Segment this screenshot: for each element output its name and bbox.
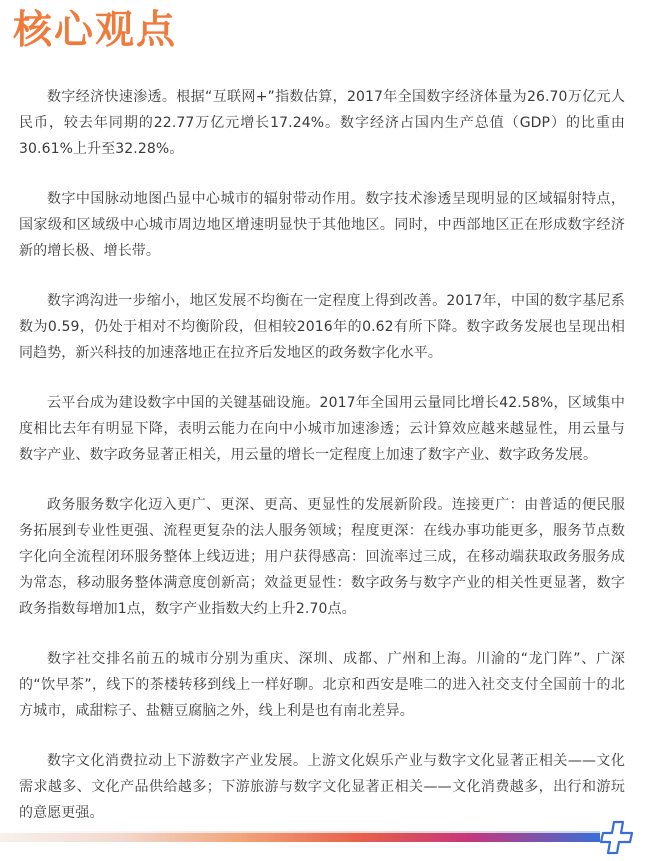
paragraph-digital-social: 数字社交排名前五的城市分别为重庆、深圳、成都、广州和上海。川渝的“龙门阵”、广深的“饮早茶”，线下的茶楼转移到线上一样好聊。北京和西安是唯二的进入社交支付全国前十的北方城市，咸甜粽子、盐糖豆腐脑之外，线上利是也有南北差异。 bbox=[19, 651, 625, 719]
paragraph-digital-culture: 数字文化消费拉动上下游数字产业发展。上游文化娱乐产业与数字文化显著正相关——文化需求越多、文化产品供给越多；下游旅游与数字文化显著正相关——文化消费越多，出行和游玩的意愿更强。 bbox=[19, 753, 625, 821]
footer-gradient-bar bbox=[0, 833, 600, 842]
paragraph-cloud-platform: 云平台成为建设数字中国的关键基础设施。2017年全国用云量同比增长42.58%，区域集中度相比去年有明显下降，表明云能力在向中小城市加速渗透；云计算效应越来越显性，用云量与数字产业、数字政务显著正相关，用云量的增长一定程度上加速了数字产业、数字政务发展。 bbox=[19, 395, 625, 463]
paragraph-government-services: 政务服务数字化迈入更广、更深、更高、更显性的发展新阶段。连接更广：由普适的便民服务拓展到专业性更强、流程更复杂的法人服务领域；程度更深：在线办事功能更多，服务节点数字化向全流程闭环服务整体上线迈进；用户获得感高：回流率过三成，在移动端获取政务服务成为常态，移动服务整体满意度创新高；效益更显性：数字政务与数字产业的相关性更显著，数字政务指数每增加1点，数字产业指数大约上升2.70点。 bbox=[19, 497, 625, 617]
body-content bbox=[19, 84, 625, 850]
paragraph-digital-divide: 数字鸿沟进一步缩小，地区发展不均衡在一定程度上得到改善。2017年，中国的数字基尼系数为0.59，仍处于相对不均衡阶段，但相较2016年的0.62有所下降。数字政务发展也呈现出相同趋势，新兴科技的加速落地正在拉齐后发地区的政务数字化水平。 bbox=[19, 293, 625, 361]
paragraph-pulse-map: 数字中国脉动地图凸显中心城市的辐射带动作用。数字技术渗透呈现明显的区域辐射特点，国家级和区域级中心城市周边地区增速明显快于其他地区。同时，中西部地区正在形成数字经济新的增长极、增长带。 bbox=[19, 191, 625, 259]
plus-logo-icon bbox=[599, 818, 637, 856]
page-title: 核心观点 bbox=[13, 8, 178, 53]
paragraph-digital-economy: 数字经济快速渗透。根据“互联网+”指数估算，2017年全国数字经济体量为26.70万亿元人民币，较去年同期的22.77万亿元增长17.24%。数字经济占国内生产总值（GDP）的比重由30.61%上升至32.28%。 bbox=[19, 89, 625, 157]
